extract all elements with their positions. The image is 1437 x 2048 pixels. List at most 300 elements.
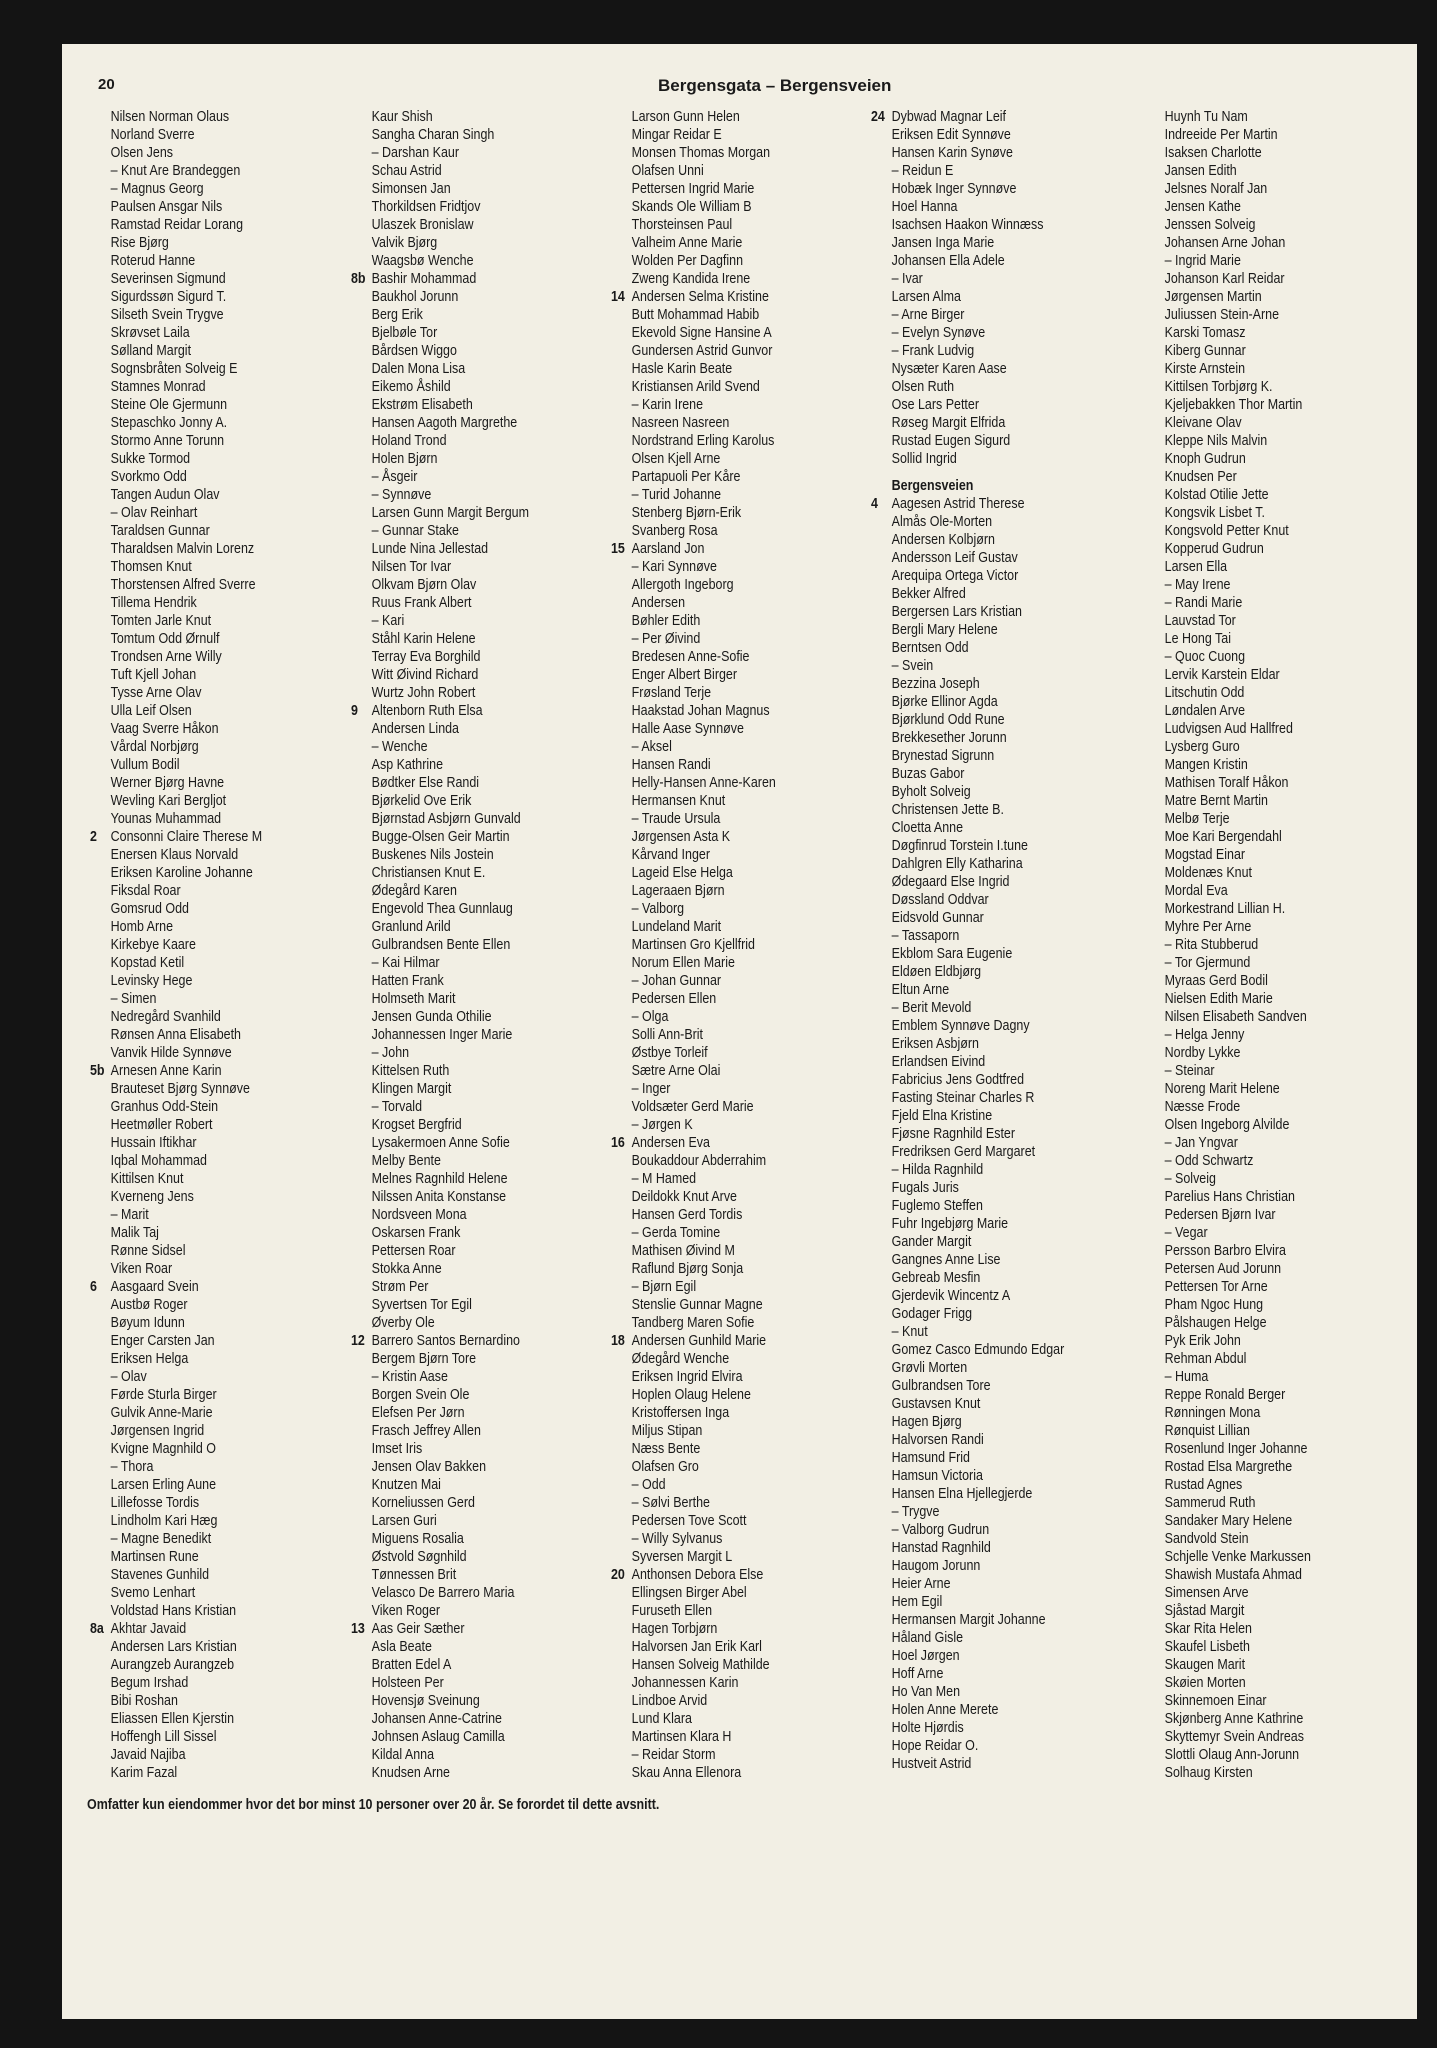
list-item (90, 504, 314, 522)
list-item (871, 639, 1095, 657)
resident-name: Isaksen Charlotte (1164, 145, 1262, 161)
list-item (871, 1161, 1095, 1179)
resident-name: Boukaddour Abderrahim (631, 1153, 767, 1169)
list-item (1144, 1116, 1368, 1134)
list-item (90, 1548, 314, 1566)
list-item (90, 1764, 314, 1782)
resident-name: Simensen Arve (1164, 1585, 1249, 1601)
resident-name: Nordstrand Erling Karolus (631, 433, 775, 449)
list-item (871, 1269, 1095, 1287)
list-item (1144, 1188, 1368, 1206)
resident-name: Cloetta Anne (891, 820, 964, 836)
list-item (871, 306, 1095, 324)
list-item (351, 882, 575, 900)
list-item (351, 630, 575, 648)
list-item (90, 360, 314, 378)
page-header (98, 76, 1398, 100)
resident-name: – Ivar (891, 271, 923, 287)
list-item (611, 378, 835, 396)
resident-name: Halle Aase Synnøve (631, 721, 744, 737)
resident-name: Steine Ole Gjermunn (110, 397, 228, 413)
list-item (1144, 702, 1368, 720)
list-item (611, 1440, 835, 1458)
resident-name: Bårdsen Wiggo (371, 343, 457, 359)
list-item (871, 1395, 1095, 1413)
resident-name: Fredriksen Gerd Margaret (891, 1144, 1036, 1160)
resident-name: Andersen Eva (631, 1135, 710, 1151)
list-item (90, 738, 314, 756)
resident-name: Skjønberg Anne Kathrine (1164, 1711, 1304, 1727)
list-item (611, 1008, 835, 1026)
list-item (351, 450, 575, 468)
list-item (871, 180, 1095, 198)
list-item (90, 1620, 314, 1638)
list-item (351, 1332, 575, 1350)
list-item (871, 1521, 1095, 1539)
list-item (871, 252, 1095, 270)
resident-name: Hoff Arne (891, 1666, 944, 1682)
resident-name: – Evelyn Synøve (891, 325, 986, 341)
resident-name: Larson Gunn Helen (631, 109, 740, 125)
list-item (90, 450, 314, 468)
list-item (1144, 522, 1368, 540)
column-5 (1144, 108, 1404, 1782)
resident-name: Helly-Hansen Anne-Karen (631, 775, 776, 791)
list-item (1144, 1656, 1368, 1674)
list-item (351, 1620, 575, 1638)
resident-name: Bezzina Joseph (891, 676, 980, 692)
resident-name: Syvertsen Tor Egil (371, 1297, 472, 1313)
resident-name: Skaugen Marit (1164, 1657, 1246, 1673)
resident-name: Jørgensen Ingrid (110, 1423, 205, 1439)
list-item (351, 990, 575, 1008)
resident-name: Svemo Lenhart (110, 1585, 196, 1601)
list-item (90, 1638, 314, 1656)
resident-name: – May Irene (1164, 577, 1231, 593)
resident-name: – Knut (891, 1324, 928, 1340)
resident-name: Kristoffersen Inga (631, 1405, 730, 1421)
list-item (871, 1701, 1095, 1719)
list-item (871, 198, 1095, 216)
resident-name: Consonni Claire Therese M (110, 829, 263, 845)
list-item (1144, 1080, 1368, 1098)
resident-name: Ekevold Signe Hansine A (631, 325, 772, 341)
resident-name: Eriksen Asbjørn (891, 1036, 979, 1052)
list-item (611, 864, 835, 882)
resident-name: Fugals Juris (891, 1180, 959, 1196)
resident-name: Olafsen Unni (631, 163, 704, 179)
resident-name: Larsen Alma (891, 289, 961, 305)
list-item (1144, 234, 1368, 252)
resident-name: Monsen Thomas Morgan (631, 145, 771, 161)
resident-name: Eliassen Ellen Kjerstin (110, 1711, 235, 1727)
list-item (351, 1152, 575, 1170)
resident-name: – Wenche (371, 739, 428, 755)
list-item (1144, 1224, 1368, 1242)
resident-name: Mangen Kristin (1164, 757, 1248, 773)
resident-name: – Frank Ludvig (891, 343, 975, 359)
list-item (1144, 432, 1368, 450)
list-item (871, 819, 1095, 837)
list-item (611, 540, 835, 558)
list-item (611, 1080, 835, 1098)
resident-name: Vaag Sverre Håkon (110, 721, 219, 737)
list-item (611, 792, 835, 810)
list-item (351, 1476, 575, 1494)
resident-name: Rønsen Anna Elisabeth (110, 1027, 241, 1043)
entry-list (1144, 108, 1404, 1782)
resident-name: – Aksel (631, 739, 672, 755)
list-item (871, 747, 1095, 765)
list-item (1144, 396, 1368, 414)
list-item (1144, 1332, 1368, 1350)
resident-name: – Svein (891, 658, 934, 674)
house-number: 2 (90, 829, 97, 845)
list-item (1144, 1386, 1368, 1404)
list-item (611, 198, 835, 216)
list-item (90, 1098, 314, 1116)
list-item (1144, 126, 1368, 144)
list-item (871, 495, 1095, 513)
resident-name: Witt Øivind Richard (371, 667, 479, 683)
resident-name: Asla Beate (371, 1639, 432, 1655)
list-item (351, 1188, 575, 1206)
resident-name: Martinsen Gro Kjellfrid (631, 937, 755, 953)
list-item (611, 918, 835, 936)
resident-name: Berg Erik (371, 307, 423, 323)
resident-name: Martinsen Rune (110, 1549, 199, 1565)
resident-name: Mingar Reidar E (631, 127, 722, 143)
list-item (611, 666, 835, 684)
resident-name: Ekstrøm Elisabeth (371, 397, 473, 413)
list-item (611, 126, 835, 144)
resident-name: Johansen Anne-Catrine (371, 1711, 502, 1727)
resident-name: Nedregård Svanhild (110, 1009, 221, 1025)
list-item (871, 585, 1095, 603)
resident-name: Bøyum Idunn (110, 1315, 185, 1331)
resident-name: Pedersen Tove Scott (631, 1513, 747, 1529)
list-item (611, 288, 835, 306)
resident-name: Rønne Sidsel (110, 1243, 186, 1259)
list-item (90, 1134, 314, 1152)
resident-name: – Reidun E (891, 163, 954, 179)
resident-name: Ulla Leif Olsen (110, 703, 192, 719)
list-item (1144, 1440, 1368, 1458)
list-item (90, 684, 314, 702)
list-item (90, 288, 314, 306)
resident-name: – Willy Sylvanus (631, 1531, 723, 1547)
list-item (871, 909, 1095, 927)
list-item (871, 1215, 1095, 1233)
resident-name: Eidsvold Gunnar (891, 910, 984, 926)
resident-name: Johannessen Karin (631, 1675, 739, 1691)
resident-name: Jørgensen Asta K (631, 829, 731, 845)
resident-name: Rosenlund Inger Johanne (1164, 1441, 1308, 1457)
list-item (871, 801, 1095, 819)
list-item (351, 1566, 575, 1584)
list-item (871, 450, 1095, 468)
resident-name: Nordby Lykke (1164, 1045, 1241, 1061)
list-item (90, 1206, 314, 1224)
list-item (871, 1125, 1095, 1143)
resident-name: Knutzen Mai (371, 1477, 441, 1493)
list-item (871, 1143, 1095, 1161)
list-item (1144, 1512, 1368, 1530)
list-item (871, 891, 1095, 909)
resident-name: Elefsen Per Jørn (371, 1405, 465, 1421)
directory-page (62, 44, 1417, 2019)
resident-name: Johnsen Aslaug Camilla (371, 1729, 505, 1745)
list-item (1144, 666, 1368, 684)
list-item (871, 432, 1095, 450)
list-item (871, 378, 1095, 396)
list-item (90, 270, 314, 288)
resident-name: Juliussen Stein-Arne (1164, 307, 1280, 323)
page-title: Bergensgata – Bergensveien (658, 76, 892, 95)
resident-name: – Kari (371, 613, 405, 629)
entry-list (611, 108, 871, 1782)
resident-name: Pham Ngoc Hung (1164, 1297, 1264, 1313)
resident-name: Johanson Karl Reidar (1164, 271, 1285, 287)
resident-name: Bjørkelid Ove Erik (371, 793, 472, 809)
resident-name: Kongsvik Lisbet T. (1164, 505, 1265, 521)
resident-name: – Kari Synnøve (631, 559, 717, 575)
list-item (351, 306, 575, 324)
resident-name: Nilsen Norman Olaus (110, 109, 230, 125)
list-item (351, 936, 575, 954)
list-item (611, 504, 835, 522)
resident-name: Le Hong Tai (1164, 631, 1231, 647)
list-item (871, 144, 1095, 162)
list-item (871, 765, 1095, 783)
resident-name: Haugom Jorunn (891, 1558, 981, 1574)
resident-name: – Randi Marie (1164, 595, 1243, 611)
resident-name: Hanstad Ragnhild (891, 1540, 991, 1556)
list-item (90, 666, 314, 684)
list-item (611, 1458, 835, 1476)
list-item (871, 342, 1095, 360)
list-item (351, 1224, 575, 1242)
resident-name: Sætre Arne Olai (631, 1063, 721, 1079)
resident-name: Hoel Jørgen (891, 1648, 960, 1664)
list-item (611, 486, 835, 504)
resident-name: Holen Bjørn (371, 451, 438, 467)
list-item (611, 1098, 835, 1116)
list-item (90, 144, 314, 162)
resident-name: Thomsen Knut (110, 559, 192, 575)
list-item (611, 108, 835, 126)
resident-name: Brauteset Bjørg Synnøve (110, 1081, 250, 1097)
resident-name: Myhre Per Arne (1164, 919, 1252, 935)
resident-name: Halvorsen Jan Erik Karl (631, 1639, 762, 1655)
list-item (871, 1233, 1095, 1251)
list-item (611, 1422, 835, 1440)
resident-name: Hatten Frank (371, 973, 444, 989)
list-item (1144, 108, 1368, 126)
list-item (611, 1368, 835, 1386)
list-item (1144, 342, 1368, 360)
list-item (611, 1170, 835, 1188)
resident-name: Enger Albert Birger (631, 667, 738, 683)
list-item (1144, 846, 1368, 864)
column-3 (611, 108, 871, 1782)
list-item (351, 126, 575, 144)
list-item (611, 576, 835, 594)
list-item (351, 1116, 575, 1134)
house-number: 6 (90, 1279, 97, 1295)
list-item (351, 612, 575, 630)
list-item (90, 936, 314, 954)
page-number: 20 (98, 76, 115, 93)
resident-name: Lund Klara (631, 1711, 692, 1727)
list-item (90, 180, 314, 198)
list-item (351, 1656, 575, 1674)
list-item (1144, 1260, 1368, 1278)
resident-name: Kirkebye Kaare (110, 937, 196, 953)
list-item (90, 990, 314, 1008)
resident-name: Gander Margit (891, 1234, 972, 1250)
resident-name: Thorkildsen Fridtjov (371, 199, 481, 215)
resident-name: – Tassaporn (891, 928, 960, 944)
list-item (351, 954, 575, 972)
resident-name: Bødtker Else Randi (371, 775, 480, 791)
resident-name: Kolstad Otilie Jette (1164, 487, 1269, 503)
resident-name: Wevling Kari Bergljot (110, 793, 227, 809)
resident-name: Hope Reidar O. (891, 1738, 979, 1754)
resident-name: Østbye Torleif (631, 1045, 708, 1061)
list-item (351, 1764, 575, 1782)
resident-name: – Jan Yngvar (1164, 1135, 1238, 1151)
resident-name: Korneliussen Gerd (371, 1495, 475, 1511)
list-item (871, 513, 1095, 531)
resident-name: Løndalen Arve (1164, 703, 1246, 719)
resident-name: Baukhol Jorunn (371, 289, 459, 305)
resident-name: Aagesen Astrid Therese (891, 496, 1025, 512)
resident-name: Haakstad Johan Magnus (631, 703, 770, 719)
resident-name: Jensen Kathe (1164, 199, 1241, 215)
list-item (1144, 1404, 1368, 1422)
resident-name: Paulsen Ansgar Nils (110, 199, 223, 215)
list-item (351, 1530, 575, 1548)
resident-name: Miguens Rosalia (371, 1531, 464, 1547)
list-item (351, 414, 575, 432)
resident-name: Tomten Jarle Knut (110, 613, 212, 629)
resident-name: Døgfinrud Torstein I.tune (891, 838, 1028, 854)
list-item (871, 531, 1095, 549)
resident-name: Butt Mohammad Habib (631, 307, 760, 323)
resident-name: Andersen Lars Kristian (110, 1639, 237, 1655)
resident-name: Kvigne Magnhild O (110, 1441, 217, 1457)
list-item (871, 1251, 1095, 1269)
resident-name: Holmseth Marit (371, 991, 456, 1007)
resident-name: Trondsen Arne Willy (110, 649, 222, 665)
resident-name: Solli Ann-Brit (631, 1027, 704, 1043)
list-item (90, 162, 314, 180)
resident-name: Voldstad Hans Kristian (110, 1603, 237, 1619)
resident-name: Johansen Arne Johan (1164, 235, 1286, 251)
resident-name: Stenberg Bjørn-Erik (631, 505, 742, 521)
list-item (1144, 864, 1368, 882)
list-item (90, 1494, 314, 1512)
resident-name: Christiansen Knut E. (371, 865, 486, 881)
list-item (90, 522, 314, 540)
resident-name: Deildokk Knut Arve (631, 1189, 738, 1205)
resident-name: Tønnessen Brit (371, 1567, 457, 1583)
list-item (1144, 1494, 1368, 1512)
resident-name: Mordal Eva (1164, 883, 1228, 899)
list-item (871, 693, 1095, 711)
list-item (351, 1368, 575, 1386)
list-item (90, 630, 314, 648)
resident-name: – Kai Hilmar (371, 955, 440, 971)
list-item (1144, 684, 1368, 702)
resident-name: Østvold Søgnhild (371, 1549, 467, 1565)
resident-name: Andersen Kolbjørn (891, 532, 995, 548)
list-item (1144, 720, 1368, 738)
resident-name: – Simen (110, 991, 157, 1007)
list-item (1144, 450, 1368, 468)
list-item (90, 702, 314, 720)
list-item (351, 1422, 575, 1440)
resident-name: Ødegård Karen (371, 883, 457, 899)
list-item (351, 486, 575, 504)
resident-name: Shawish Mustafa Ahmad (1164, 1567, 1302, 1583)
resident-name: Buzas Gabor (891, 766, 965, 782)
list-item (1144, 1530, 1368, 1548)
resident-name: Hamsun Victoria (891, 1468, 983, 1484)
resident-name: Berntsen Odd (891, 640, 969, 656)
resident-name: Ekblom Sara Eugenie (891, 946, 1013, 962)
resident-name: Karim Fazal (110, 1765, 178, 1781)
list-item (1144, 1548, 1368, 1566)
resident-name: Bøhler Edith (631, 613, 701, 629)
list-item (1144, 1566, 1368, 1584)
list-item (611, 1512, 835, 1530)
list-item (611, 990, 835, 1008)
list-item (90, 126, 314, 144)
resident-name: – Tor Gjermund (1164, 955, 1251, 971)
resident-name: Pettersen Tor Arne (1164, 1279, 1268, 1295)
list-item (351, 792, 575, 810)
list-item (871, 837, 1095, 855)
resident-name: Eldøen Eldbjørg (891, 964, 982, 980)
resident-name: Hoffengh Lill Sissel (110, 1729, 217, 1745)
resident-name: Knudsen Arne (371, 1765, 450, 1781)
list-item (611, 810, 835, 828)
list-item (871, 1449, 1095, 1467)
resident-name: Ludvigsen Aud Hallfred (1164, 721, 1293, 737)
list-item (871, 1485, 1095, 1503)
spacer (871, 468, 1095, 477)
list-item (90, 1332, 314, 1350)
resident-name: Godager Frigg (891, 1306, 973, 1322)
list-item (351, 1548, 575, 1566)
resident-name: Aarsland Jon (631, 541, 705, 557)
resident-name: Ramstad Reidar Lorang (110, 217, 244, 233)
list-item (611, 846, 835, 864)
resident-name: Litschutin Odd (1164, 685, 1245, 701)
resident-name: Johannessen Inger Marie (371, 1027, 513, 1043)
list-item (871, 1035, 1095, 1053)
list-item (1144, 1584, 1368, 1602)
list-item (611, 306, 835, 324)
resident-name: Gundersen Astrid Gunvor (631, 343, 773, 359)
list-item (611, 414, 835, 432)
street-name: Bergensveien (891, 478, 974, 494)
list-item (1144, 972, 1368, 990)
list-item (871, 855, 1095, 873)
resident-name: – Berit Mevold (891, 1000, 972, 1016)
